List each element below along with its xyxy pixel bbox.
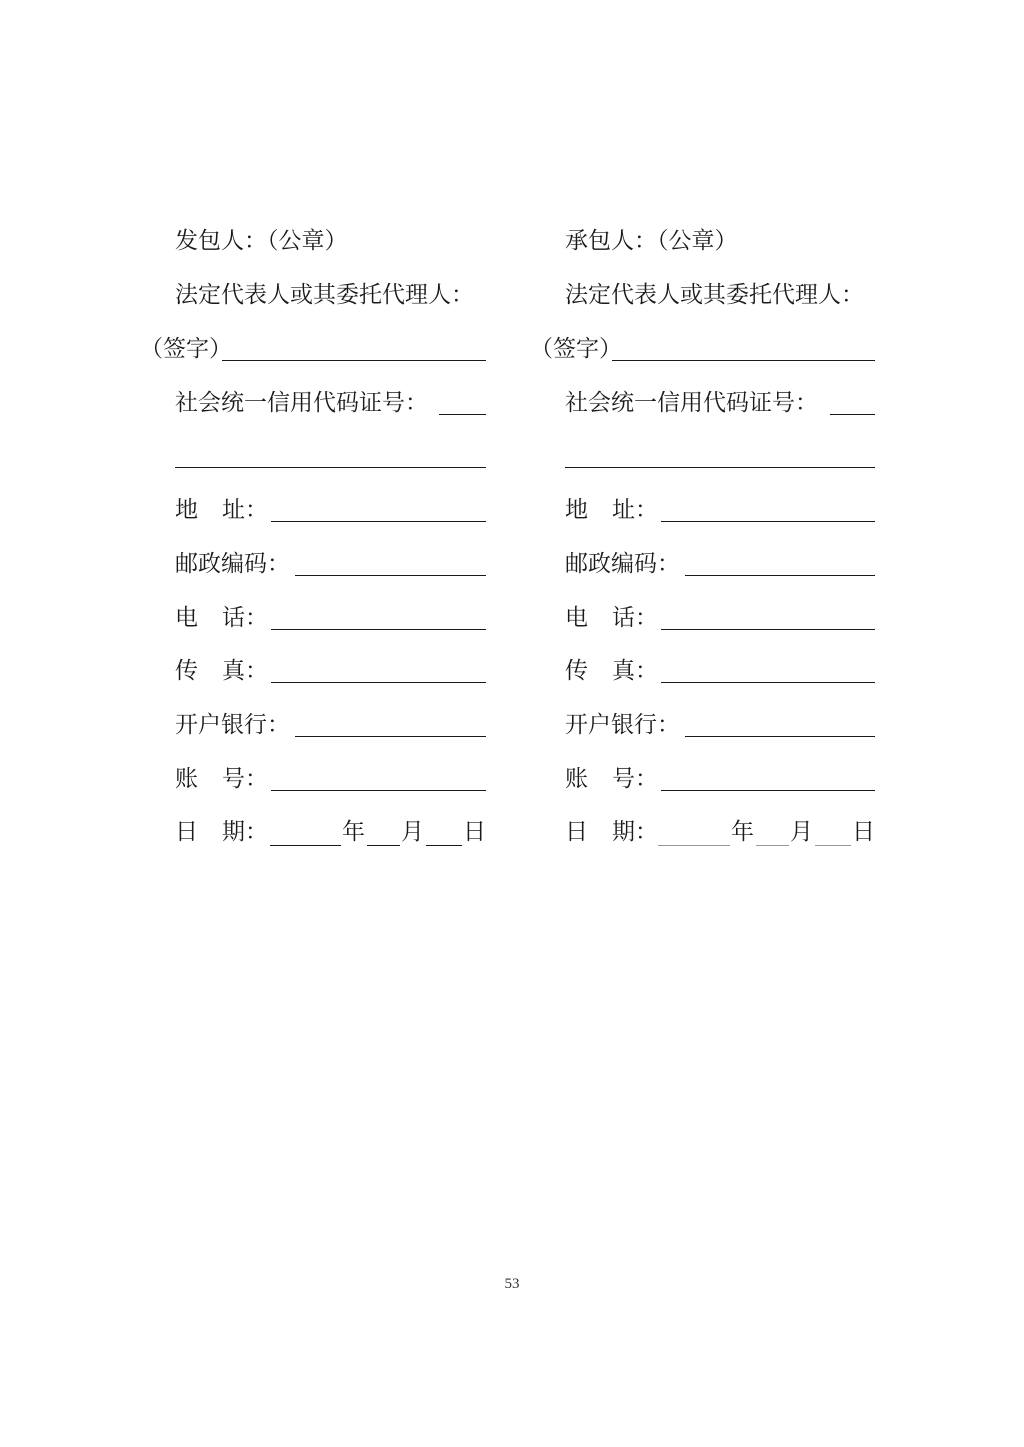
contractor-credit-code-field[interactable] xyxy=(830,414,875,415)
employer-date-year-field[interactable] xyxy=(270,845,341,846)
contractor-month-label: 月 xyxy=(790,819,813,845)
contractor-postcode-label: 邮政编码： xyxy=(565,551,680,577)
employer-phone-label: 电 话： xyxy=(175,605,268,631)
contractor-bank-label: 开户银行： xyxy=(565,712,680,738)
employer-fax-field[interactable] xyxy=(271,682,486,683)
employer-sign-field[interactable] xyxy=(222,360,486,361)
contractor-date-year-field[interactable] xyxy=(658,845,730,846)
page-number: 53 xyxy=(504,1276,520,1292)
contractor-credit-code-field-continued[interactable] xyxy=(565,467,875,468)
employer-credit-code-field-continued[interactable] xyxy=(175,467,486,468)
contractor-account-field[interactable] xyxy=(661,790,875,791)
contractor-date-day-field[interactable] xyxy=(815,845,851,846)
employer-day-label: 日 xyxy=(463,819,486,845)
employer-postcode-label: 邮政编码： xyxy=(175,551,290,577)
contractor-phone-label: 电 话： xyxy=(565,605,658,631)
employer-credit-code-label: 社会统一信用代码证号： xyxy=(175,390,428,416)
employer-month-label: 月 xyxy=(401,819,424,845)
employer-signature-block xyxy=(140,0,530,1447)
employer-bank-field[interactable] xyxy=(295,736,486,737)
employer-phone-field[interactable] xyxy=(271,629,486,630)
employer-credit-code-field[interactable] xyxy=(439,414,486,415)
employer-account-field[interactable] xyxy=(271,790,486,791)
employer-year-label: 年 xyxy=(342,819,365,845)
employer-fax-label: 传 真： xyxy=(175,658,268,684)
contractor-sign-label: （签字） xyxy=(530,336,622,362)
contractor-account-label: 账 号： xyxy=(565,766,658,792)
contractor-year-label: 年 xyxy=(731,819,754,845)
contractor-signature-block xyxy=(530,0,920,1447)
employer-sign-label: （签字） xyxy=(140,336,232,362)
contractor-address-field[interactable] xyxy=(661,521,875,522)
contractor-date-label: 日 期： xyxy=(565,819,658,845)
employer-account-label: 账 号： xyxy=(175,766,268,792)
contractor-party-label: 承包人：（公章） xyxy=(565,228,738,254)
contractor-bank-field[interactable] xyxy=(685,736,875,737)
contractor-postcode-field[interactable] xyxy=(685,575,875,576)
contractor-fax-label: 传 真： xyxy=(565,658,658,684)
employer-date-label: 日 期： xyxy=(175,819,268,845)
employer-date-month-field[interactable] xyxy=(367,845,400,846)
contractor-date-month-field[interactable] xyxy=(756,845,789,846)
contractor-phone-field[interactable] xyxy=(661,629,875,630)
employer-bank-label: 开户银行： xyxy=(175,712,290,738)
contractor-sign-field[interactable] xyxy=(612,360,875,361)
employer-date-day-field[interactable] xyxy=(426,845,462,846)
employer-party-label: 发包人：（公章） xyxy=(175,228,348,254)
contractor-fax-field[interactable] xyxy=(661,682,875,683)
contractor-representative-label: 法定代表人或其委托代理人： xyxy=(565,282,864,308)
contractor-day-label: 日 xyxy=(852,819,875,845)
employer-postcode-field[interactable] xyxy=(295,575,486,576)
employer-address-field[interactable] xyxy=(271,521,486,522)
employer-representative-label: 法定代表人或其委托代理人： xyxy=(175,282,474,308)
contractor-address-label: 地 址： xyxy=(565,497,658,523)
employer-address-label: 地 址： xyxy=(175,497,268,523)
contractor-credit-code-label: 社会统一信用代码证号： xyxy=(565,390,818,416)
